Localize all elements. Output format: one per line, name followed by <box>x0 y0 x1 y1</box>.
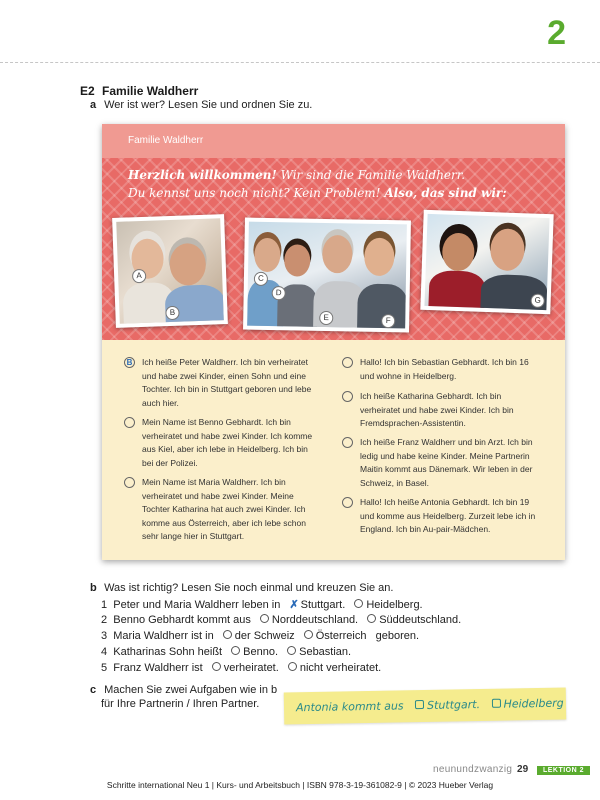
exercise-title: Familie Waldherr <box>102 84 199 98</box>
check-item-3 <box>101 630 419 642</box>
item-option-1: Benno. <box>243 646 279 658</box>
task-c-text-1: Machen Sie zwei Aufgaben wie in b <box>104 684 278 696</box>
statement-right-1 <box>338 356 538 383</box>
statement-left-1 <box>120 356 320 410</box>
note-option-2: Heidelberg <box>503 696 564 711</box>
item-stem: Benno Gebhardt kommt aus <box>113 614 251 626</box>
check-item-5 <box>101 662 381 674</box>
item-option-1: Stuttgart. <box>300 599 346 611</box>
exercise-heading <box>80 84 198 98</box>
statement-text: Ich heiße Peter Waldherr. Ich bin verheiratet und habe zwei Kinder, einen Sohn und eine Tochter. Ich bin in Stuttgart geboren und lebe auch hier. <box>142 357 312 408</box>
statement-right-3 <box>338 436 538 490</box>
sticky-note <box>284 688 567 725</box>
note-box-icon <box>491 699 500 708</box>
photo-tag-g: G <box>530 294 544 308</box>
item-option-2: Heidelberg. <box>366 599 423 611</box>
task-b-text: Was ist richtig? Lesen Sie noch einmal und kreuzen Sie an. <box>104 582 394 594</box>
greeting-text-2: Du kennst uns noch nicht? Kein Problem! <box>128 186 385 200</box>
lesson-badge: LEKTION 2 <box>537 766 590 775</box>
task-a-instruction <box>90 99 312 111</box>
publisher-line: Schritte international Neu 1 | Kurs- und Arbeitsbuch | ISBN 978-3-19-361082-9 | © 2023 Hueber Verlag <box>106 780 494 790</box>
photo-tag-f: F <box>381 314 395 328</box>
answer-circle[interactable] <box>124 477 135 488</box>
photo-tag-a: A <box>132 269 146 283</box>
item-number: 1 <box>101 599 108 611</box>
photo-grandparents <box>112 214 228 328</box>
greeting-bold-2: Also, das sind wir: <box>384 186 507 200</box>
task-c-text-2: für Ihre Partnerin / Ihren Partner. <box>101 698 260 710</box>
task-c-instruction-2 <box>101 698 259 710</box>
top-divider <box>0 62 600 63</box>
option-circle[interactable] <box>287 646 296 655</box>
photo-tag-d: D <box>272 286 286 300</box>
task-c-instruction <box>90 684 277 696</box>
answer-circle[interactable] <box>342 357 353 368</box>
statement-text: Mein Name ist Maria Waldherr. Ich bin verheiratet und habe zwei Kinder. Meine Tochter Katharina hat auch zwei Kinder. Ich komme aus Österreich, aber ich lebe schon sehr lange hier in Stuttgart. <box>142 477 306 541</box>
option-circle[interactable] <box>354 599 363 608</box>
page-number-word: neunundzwanzig <box>432 764 513 775</box>
statement-text: Hallo! Ich heiße Antonia Gebhardt. Ich bin 19 und komme aus Heidelberg. Zurzeit lebe ich in England. Ich bin Au-pair-Mädchen. <box>360 497 536 534</box>
item-stem: Peter und Maria Waldherr leben in <box>113 599 281 611</box>
item-number: 5 <box>101 662 108 674</box>
statement-text: Hallo! Ich bin Sebastian Gebhardt. Ich bin 16 und wohne in Heidelberg. <box>360 357 529 381</box>
option-circle[interactable] <box>367 614 376 623</box>
greeting-text-1: Wir sind die Familie Waldherr. <box>276 168 466 182</box>
answer-circle[interactable]: B <box>124 357 135 368</box>
check-item-1 <box>101 598 423 611</box>
item-option-2: Österreich <box>315 630 367 642</box>
checked-box-icon[interactable]: ✗ <box>289 599 299 611</box>
item-option-2: nicht verheiratet. <box>299 662 382 674</box>
statement-text: Ich heiße Franz Waldherr und bin Arzt. Ich bin ledig und habe keine Kinder. Meine Partnerin Maitin kommt aus Dänemark. Wir leben in der Schweiz, in Basel. <box>360 437 533 488</box>
item-stem: Maria Waldherr ist in <box>113 630 214 642</box>
option-circle[interactable] <box>212 662 221 671</box>
photo-tag-c: C <box>254 272 268 286</box>
check-item-2 <box>101 614 461 626</box>
check-item-4 <box>101 646 351 658</box>
item-option-1: der Schweiz <box>234 630 295 642</box>
family-card <box>102 124 565 560</box>
exercise-number: E2 <box>80 84 95 98</box>
item-option-2: Sebastian. <box>299 646 352 658</box>
statement-text: Mein Name ist Benno Gebhardt. Ich bin verheiratet und habe zwei Kinder. Ich komme aus Kiel, aber ich lebe in Heidelberg. Ich bin bei der Polizei. <box>142 417 313 468</box>
greeting-bold-1: Herzlich willkommen! <box>128 168 277 182</box>
option-circle[interactable] <box>223 630 232 639</box>
statement-left-3 <box>120 476 320 544</box>
item-number: 2 <box>101 614 108 626</box>
task-b-letter: b <box>90 582 97 594</box>
card-greeting <box>128 166 548 202</box>
page-number-footer: 29 <box>517 764 529 775</box>
task-a-letter: a <box>90 99 97 111</box>
option-circle[interactable] <box>288 662 297 671</box>
task-a-text: Wer ist wer? Lesen Sie und ordnen Sie zu. <box>104 99 313 111</box>
item-suffix: geboren. <box>375 630 420 642</box>
statement-text: Ich heiße Katharina Gebhardt. Ich bin verheiratet und habe zwei Kinder. Ich bin Fremdsprachen-Assistentin. <box>360 391 514 428</box>
item-option-2: Süddeutschland. <box>379 614 462 626</box>
photo-tag-b: B <box>165 306 179 320</box>
note-text: Antonia kommt aus <box>295 699 404 715</box>
item-option-1: verheiratet. <box>223 662 279 674</box>
answer-circle[interactable] <box>342 437 353 448</box>
statement-left-2 <box>120 416 320 470</box>
card-label: Familie Waldherr <box>102 124 565 158</box>
photo-family <box>243 218 411 333</box>
note-box-icon <box>415 700 424 709</box>
answer-circle[interactable] <box>342 497 353 508</box>
note-option-1: Stuttgart. <box>426 698 481 712</box>
item-number: 3 <box>101 630 108 642</box>
item-stem: Franz Waldherr ist <box>113 662 203 674</box>
task-b-instruction <box>90 582 393 594</box>
task-c-letter: c <box>90 684 97 696</box>
answer-circle[interactable] <box>124 417 135 428</box>
option-circle[interactable] <box>304 630 313 639</box>
page-number: 2 <box>547 14 566 52</box>
answer-circle[interactable] <box>342 391 353 402</box>
item-option-1: Norddeutschland. <box>271 614 359 626</box>
option-circle[interactable] <box>260 614 269 623</box>
item-number: 4 <box>101 646 108 658</box>
statement-right-2 <box>338 390 538 431</box>
photo-young-couple <box>420 210 553 314</box>
item-stem: Katharinas Sohn heißt <box>113 646 223 658</box>
option-circle[interactable] <box>231 646 240 655</box>
page-footer <box>433 764 590 775</box>
statement-right-4 <box>338 496 538 537</box>
photo-tag-e: E <box>319 311 333 325</box>
